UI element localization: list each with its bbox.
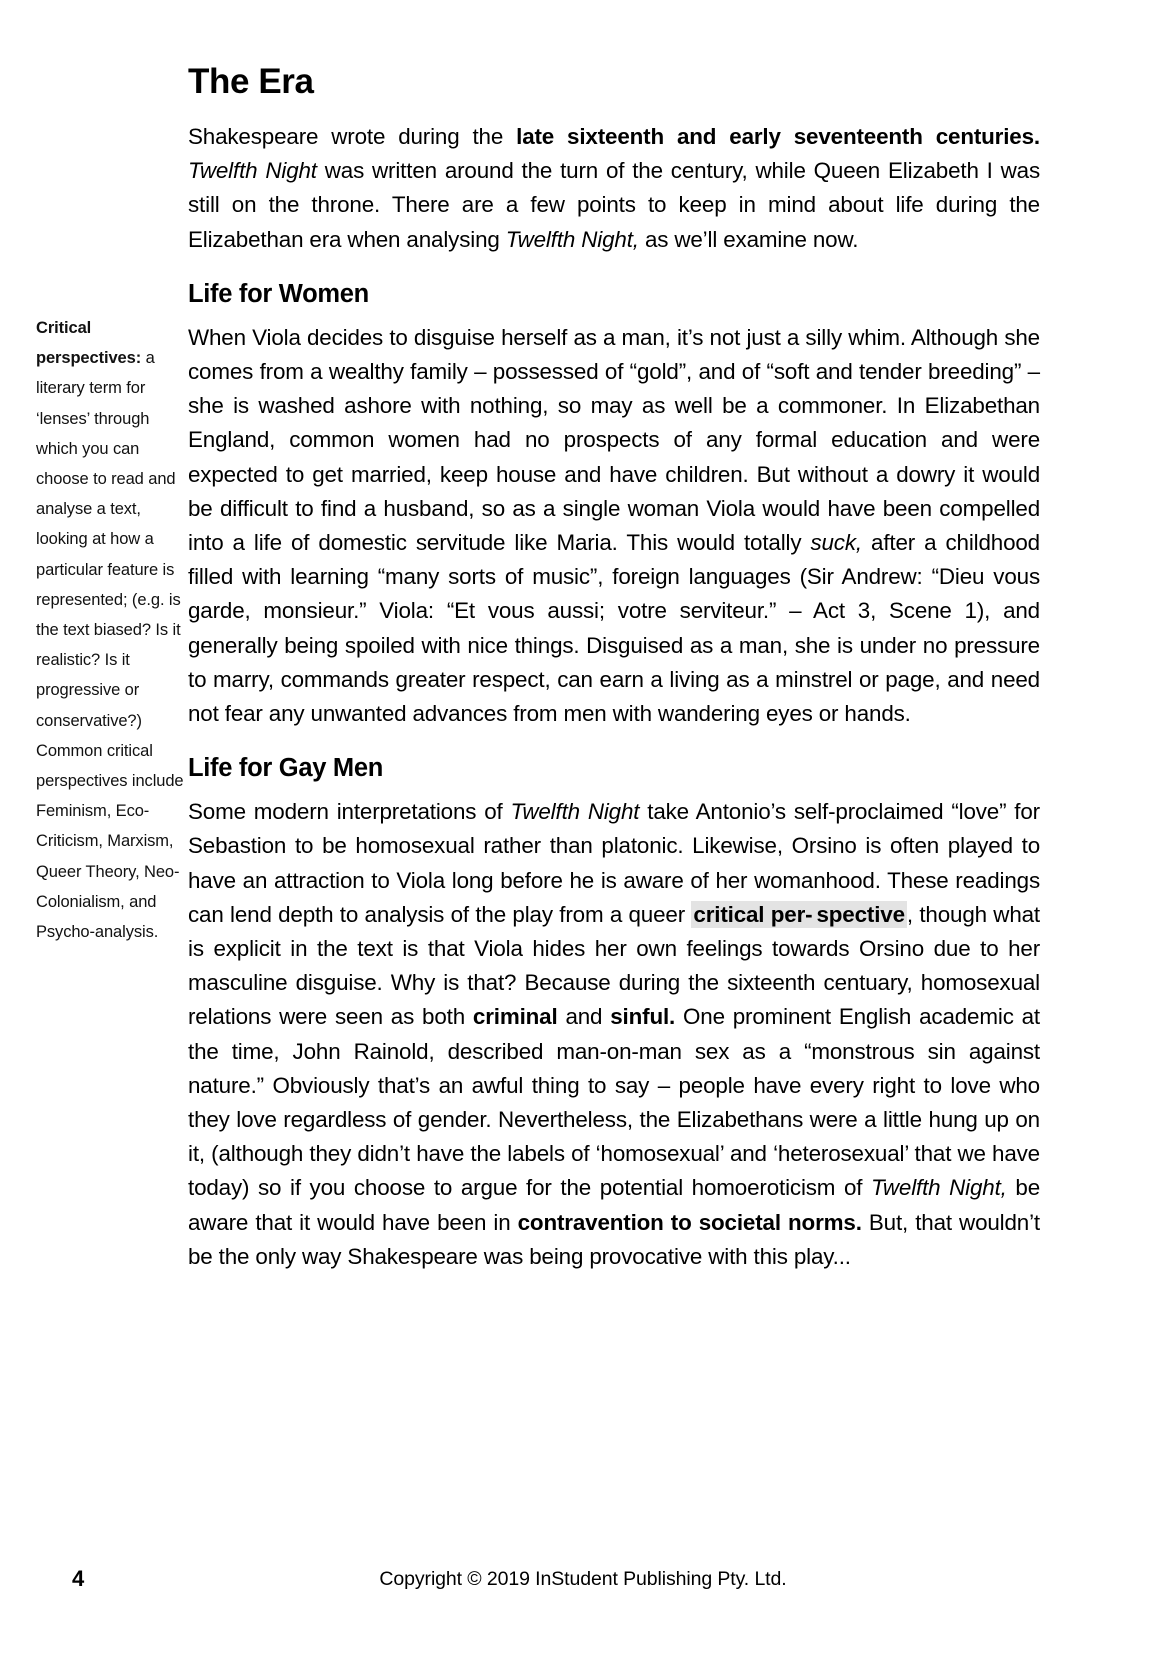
intro-bold-centuries: late sixteenth and early seventeenth centuries. [516,124,1040,149]
margin-note-critical-perspectives [36,313,184,947]
women-paragraph [188,321,1040,731]
gaymen-italic-title-2: Twelfth Night, [871,1175,1007,1201]
page-footer [0,1566,1166,1596]
gaymen-text-d: and [557,1004,611,1030]
gaymen-italic-title-1: Twelfth Night [510,799,640,825]
intro-italic-title-2: Twelfth Night, [505,226,639,252]
copyright-notice: Copyright © 2019 InStudent Publishing Pty. Ltd. [379,1568,787,1590]
gaymen-bold-contravention: contravention to societal norms. [517,1209,862,1235]
gaymen-text-e: One prominent English academic at the time, John Rainold, described man-on-man sex as a “monstrous sin against nature.” Obviously that’s an awful thing to say – people have every right to love who they love regardless of gender. Nevertheless, the Elizabethans were a little hung up on it, (although they didn’t have the labels of ‘homosexual’ and ‘heterosexual’ that we have today) so if you choose to argue for the potential homoeroticism of [188,1004,1040,1201]
gaymen-text-b: take Antonio’s self-proclaimed “love” for Sebastion to be homosexual rather than platonic. Likewise, Orsino is often played to have an attraction to Viola long before he is aware of her womanhood. These readings can lend depth to analysis of the play from a queer [188,799,1040,927]
gaymen-paragraph [188,795,1040,1274]
gaymen-text-g: But, that wouldn’t be the only way Shakespeare was being provocative with this play... [188,1209,1041,1269]
margin-note-term: Critical perspectives: [36,319,142,368]
gaymen-bold-sinful: sinful. [610,1004,676,1030]
women-italic-suck: suck, [810,530,862,556]
gaymen-text-a: Some modern interpretations of [188,799,511,825]
main-content [188,62,1040,1274]
highlighted-term-part-2: spective [816,901,905,927]
page-title: The Era [188,62,314,101]
gaymen-text-c: , though what is explicit in the text is that Viola hides her own feelings towards Orsino due to her masculine disguise. Why is that? Because during the sixteenth centuary, homosexual relations were seen as both [188,901,1040,1030]
women-text-a: When Viola decides to disguise herself as a man, it’s not just a silly whim. Although she comes from a wealthy family – possessed of “gold”, and of “soft and tender breeding” – she is washed ashore with nothing, so may as well be a commoner. In Elizabethan England, common women had no prospects of any formal education and were expected to get married, keep house and have children. But without a dowry it would be difficult to find a husband, so as a single woman Viola would have been compelled into a life of domestic servitude like Maria. This would totally [188,324,1040,556]
intro-text-a: Shakespeare wrote during the [188,124,517,149]
margin-note-definition: a literary term for ‘lenses’ through which you can choose to read and analyse a text, looking at how a particular feature is represented; (e.g. is the text biased? Is it realistic? Is it progressive or conservative?) Common critical perspectives include Feminism, Eco-Criticism, Marxism, Queer Theory, Neo-Colonialism, and Psycho-analysis. [36,349,184,942]
intro-paragraph [188,120,1040,257]
gaymen-bold-criminal: criminal [472,1004,558,1030]
intro-text-d: as we’ll examine now. [638,226,859,252]
section-heading-life-for-gay-men: Life for Gay Men [188,754,383,783]
intro-italic-title-1: Twelfth Night [188,158,317,184]
page-number: 4 [72,1566,85,1591]
highlighted-term-part-1: critical per- [693,901,813,927]
gaymen-text-f: be aware that it would have been in [188,1175,1040,1235]
intro-text-c: was written around the turn of the century, while Queen Elizabeth I was still on the throne. There are a few points to keep in mind about life during the Elizabethan era when analysing [188,158,1040,252]
women-text-b: after a childhood filled with learning “many sorts of music”, foreign languages (Sir Andrew: “Dieu vous garde, monsieur.” Viola: “Et vous aussi; votre serviteur.” – Act 3, Scene 1), and generally being spoiled with nice things. Disguised as a man, she is under no pressure to marry, commands greater respect, can earn a living as a minstrel or page, and need not fear any unwanted advances from men with wandering eyes or hands. [188,530,1040,727]
section-heading-life-for-women: Life for Women [188,279,369,308]
